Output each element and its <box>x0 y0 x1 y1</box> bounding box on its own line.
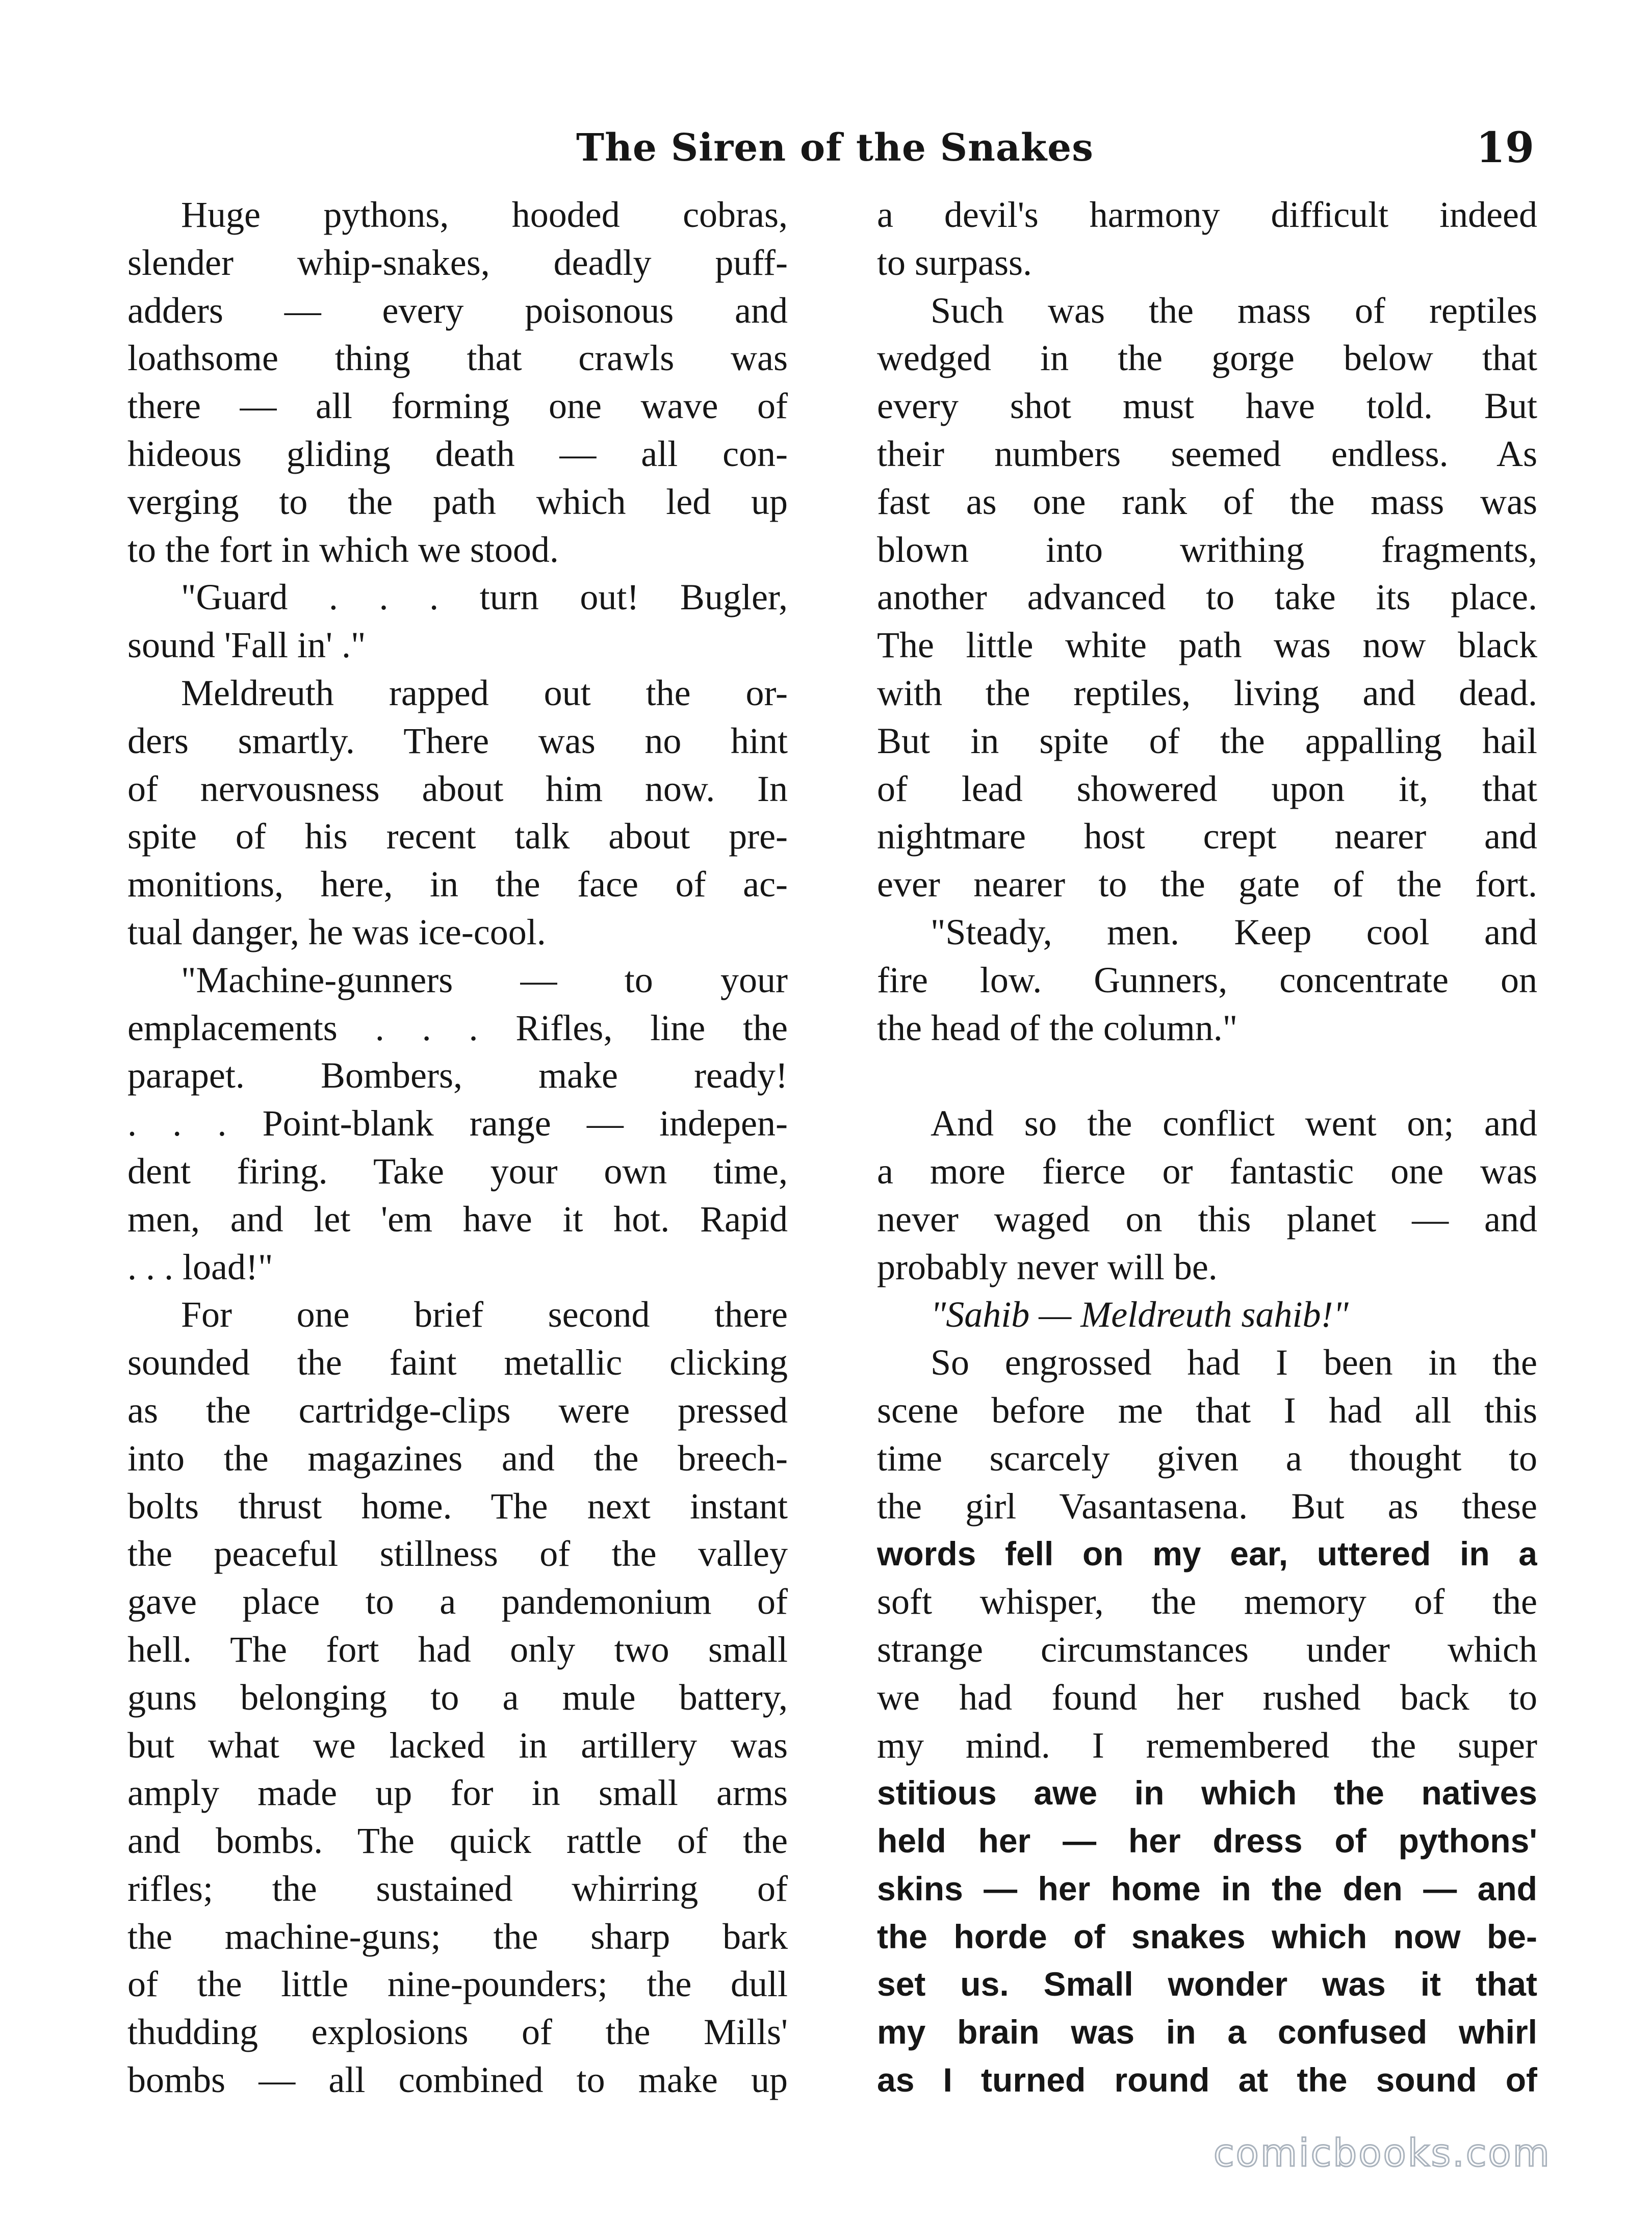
text-line: fire low. Gunners, concentrate on <box>877 959 1537 1000</box>
text-line: men, and let 'em have it hot. Rapid <box>127 1198 788 1240</box>
text-line: soft whisper, the memory of the <box>877 1581 1537 1622</box>
text-line: loathsome thing that crawls was <box>127 338 788 379</box>
text-line: tual danger, he was ice-cool. <box>127 911 546 952</box>
text-line: "Steady, men. Keep cool and <box>931 911 1537 952</box>
text-line: blown into writhing fragments, <box>877 529 1537 570</box>
site-watermark: comicbooks.com <box>1214 2131 1551 2175</box>
text-line: And so the conflict went on; and <box>931 1103 1537 1144</box>
text-line: thudding explosions of the Mills' <box>127 2011 788 2053</box>
text-line: . . . load!" <box>127 1246 273 1287</box>
text-line: time scarcely given a thought to <box>877 1437 1537 1479</box>
text-line: their numbers seemed endless. As <box>877 433 1537 474</box>
text-line: stitious awe in which the natives <box>877 1774 1537 1812</box>
text-line: of nervousness about him now. In <box>127 768 788 809</box>
text-line: we had found her rushed back to <box>877 1677 1537 1718</box>
text-line: "Sahib — Meldreuth sahib!" <box>931 1294 1349 1335</box>
text-line: bombs — all combined to make up <box>127 2059 788 2101</box>
text-line: of lead showered upon it, that <box>877 768 1537 809</box>
text-line: amply made up for in small arms <box>127 1772 788 1814</box>
text-line: to the fort in which we stood. <box>127 529 559 570</box>
text-line: adders — every poisonous and <box>127 290 788 331</box>
text-line: rifles; the sustained whirring of <box>127 1868 788 1909</box>
text-line: sound 'Fall in' ." <box>127 625 366 666</box>
text-line: there — all forming one wave of <box>127 385 788 427</box>
text-line: never waged on this planet — and <box>877 1198 1537 1240</box>
text-line: as the cartridge-clips were pressed <box>127 1389 788 1431</box>
text-line: probably never will be. <box>877 1246 1218 1287</box>
text-line: dent firing. Take your own time, <box>127 1150 788 1192</box>
text-line: as I turned round at the sound of <box>877 2061 1537 2099</box>
text-line: the machine-guns; the sharp bark <box>127 1916 788 1957</box>
text-line: "Guard . . . turn out! Bugler, <box>181 577 788 618</box>
page-number: 19 <box>1476 123 1535 172</box>
text-line: verging to the path which led up <box>127 481 788 522</box>
text-line: sounded the faint metallic clicking <box>127 1342 788 1383</box>
text-line: Meldreuth rapped out the or- <box>181 672 788 713</box>
text-line: gave place to a pandemonium of <box>127 1581 788 1622</box>
text-line: wedged in the gorge below that <box>877 338 1537 379</box>
text-line: my brain was in a confused whirl <box>877 2013 1537 2051</box>
text-line: and bombs. The quick rattle of the <box>127 1820 788 1862</box>
text-line: Huge pythons, hooded cobras, <box>181 194 788 235</box>
text-line: the girl Vasantasena. But as these <box>877 1485 1537 1527</box>
text-line: but what we lacked in artillery was <box>127 1724 788 1766</box>
text-line: Such was the mass of reptiles <box>931 290 1537 331</box>
text-line: So engrossed had I been in the <box>931 1342 1537 1383</box>
text-line: For one brief second there <box>181 1294 788 1335</box>
left-column <box>127 191 788 2104</box>
text-line: hell. The fort had only two small <box>127 1629 788 1670</box>
text-line: monitions, here, in the face of ac- <box>127 864 788 905</box>
text-line: guns belonging to a mule battery, <box>127 1677 788 1718</box>
text-line: my mind. I remembered the super <box>877 1724 1537 1766</box>
text-line: hideous gliding death — all con- <box>127 433 788 474</box>
text-line: "Machine-gunners — to your <box>181 959 788 1000</box>
text-line: the horde of snakes which now be- <box>877 1917 1537 1955</box>
text-line: emplacements . . . Rifles, line the <box>127 1007 788 1048</box>
text-line: strange circumstances under which <box>877 1629 1537 1670</box>
text-line: every shot must have told. But <box>877 385 1537 427</box>
text-line: But in spite of the appalling hail <box>877 720 1537 761</box>
text-line: the peaceful stillness of the valley <box>127 1533 788 1575</box>
text-line: slender whip-snakes, deadly puff- <box>127 242 788 283</box>
text-line: skins — her home in the den — and <box>877 1869 1537 1907</box>
text-line: into the magazines and the breech- <box>127 1437 788 1479</box>
text-line: . . . Point-blank range — indepen- <box>127 1103 788 1144</box>
text-line: scene before me that I had all this <box>877 1389 1537 1431</box>
text-line: with the reptiles, living and dead. <box>877 672 1537 713</box>
page-header <box>0 117 1652 178</box>
text-line: a more fierce or fantastic one was <box>877 1150 1537 1192</box>
section-break <box>877 1052 1537 1100</box>
text-line: parapet. Bombers, make ready! <box>127 1055 788 1096</box>
text-line: ders smartly. There was no hint <box>127 720 788 761</box>
text-line: words fell on my ear, uttered in a <box>877 1535 1537 1573</box>
text-line: the head of the column." <box>877 1007 1238 1048</box>
running-title: The Siren of the Snakes <box>576 126 1094 170</box>
text-line: another advanced to take its place. <box>877 577 1537 618</box>
text-line: fast as one rank of the mass was <box>877 481 1537 522</box>
text-line: spite of his recent talk about pre- <box>127 816 788 857</box>
text-line: of the little nine-pounders; the dull <box>127 1964 788 2005</box>
text-line: The little white path was now black <box>877 625 1537 666</box>
text-line: bolts thrust home. The next instant <box>127 1485 788 1527</box>
right-column <box>877 191 1537 2104</box>
text-line: to surpass. <box>877 242 1032 283</box>
text-line: nightmare host crept nearer and <box>877 816 1537 857</box>
text-line: set us. Small wonder was it that <box>877 1965 1537 2003</box>
text-line: held her — her dress of pythons' <box>877 1822 1537 1860</box>
text-line: a devil's harmony difficult indeed <box>877 194 1537 235</box>
text-line: ever nearer to the gate of the fort. <box>877 864 1537 905</box>
